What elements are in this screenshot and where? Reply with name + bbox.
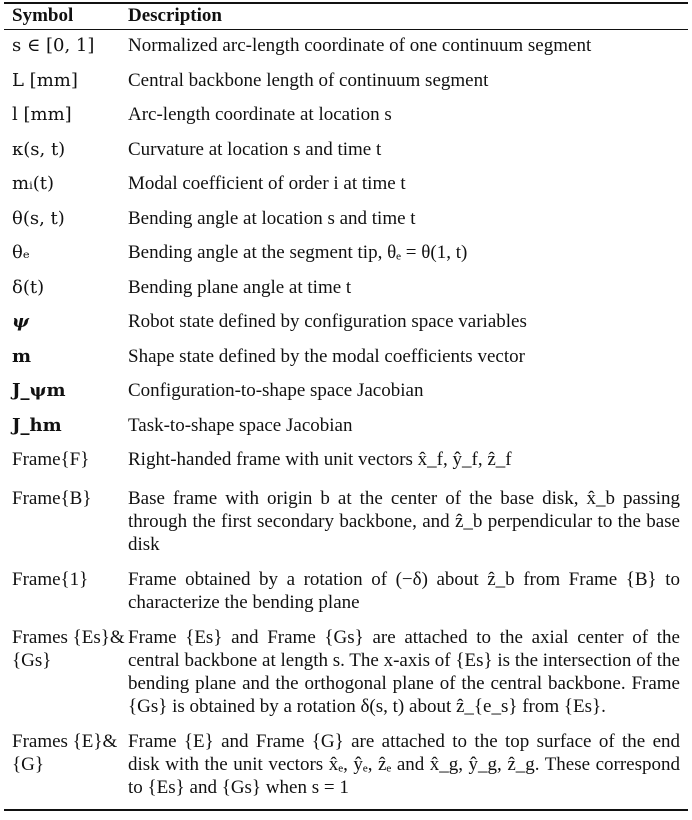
symbol-cell: θₑ <box>12 242 30 263</box>
description-cell: Robot state defined by configuration space variables <box>128 311 527 332</box>
symbol-cell: Frames {Es}& {Gs} <box>12 626 125 671</box>
table-row <box>4 65 688 100</box>
symbol-header: Symbol <box>12 5 74 26</box>
header-row <box>4 4 688 28</box>
description-cell: Frame {Es} and Frame {Gs} are attached to the axial center of the central backbone at length s. The x-axis of {Es} is the intersection of the bending plane and the orthogonal plane of the central backbone. Frame {Gs} is obtained by a rotation δ(s, t) about ẑ_{e_s} from {Es}. <box>128 626 680 717</box>
table-row <box>4 272 688 307</box>
table-row <box>4 237 688 272</box>
table-row <box>4 168 688 203</box>
description-cell: Configuration-to-shape space Jacobian <box>128 380 424 401</box>
description-cell: Frame obtained by a rotation of (−δ) about ẑ_b from Frame {B} to characterize the bending plane <box>128 568 680 613</box>
table-row <box>4 375 688 410</box>
table-row <box>4 306 688 341</box>
table-row <box>4 99 688 134</box>
table-row <box>4 444 688 479</box>
table-row <box>4 560 688 618</box>
symbol-cell: m <box>12 345 32 367</box>
description-cell: Frame {E} and Frame {G} are attached to the top surface of the end disk with the unit vectors x̂ₑ, ŷₑ, ẑₑ and x̂_g, ŷ_g, ẑ_g. These correspond to {Es} and {Gs} when s = 1 <box>128 730 680 798</box>
symbol-cell: θ(s, t) <box>12 207 65 229</box>
symbol-cell: s ∈ [0, 1] <box>12 35 95 56</box>
symbol-cell: l [mm] <box>12 104 72 125</box>
description-cell: Bending angle at the segment tip, θₑ = θ(1, t) <box>128 242 468 263</box>
description-cell: Shape state defined by the modal coefficients vector <box>128 345 525 367</box>
table-row <box>4 30 688 65</box>
symbol-cell: Frame{1} <box>12 568 89 590</box>
description-cell: Normalized arc-length coordinate of one continuum segment <box>128 35 592 56</box>
table-row <box>4 203 688 238</box>
table-row <box>4 618 688 722</box>
description-cell: Task-to-shape space Jacobian <box>128 414 353 436</box>
table-row <box>4 722 688 803</box>
table-row <box>4 134 688 169</box>
symbol-cell: δ(t) <box>12 276 45 298</box>
description-cell: Central backbone length of continuum segment <box>128 69 489 91</box>
symbol-cell: L [mm] <box>12 69 78 91</box>
description-header: Description <box>128 5 222 26</box>
symbol-cell: Frame{B} <box>12 487 92 509</box>
notation-table <box>4 0 688 811</box>
symbol-cell: mᵢ(t) <box>12 173 54 194</box>
bottom-rule <box>4 809 688 811</box>
table-row <box>4 479 688 560</box>
symbol-cell: ψ <box>12 311 29 332</box>
symbol-cell: κ(s, t) <box>12 138 66 160</box>
symbol-cell: Frames {E}& {G} <box>12 730 118 775</box>
description-cell: Bending plane angle at time t <box>128 276 352 298</box>
description-cell: Base frame with origin b at the center of the base disk, x̂_b passing through the first secondary backbone, and ẑ_b perpendicular to the base disk <box>128 487 680 555</box>
symbol-cell: Frame{F} <box>12 449 90 470</box>
table-row <box>4 410 688 445</box>
table-row <box>4 341 688 376</box>
description-cell: Arc-length coordinate at location s <box>128 104 392 125</box>
description-cell: Right-handed frame with unit vectors x̂_f, ŷ_f, ẑ_f <box>128 449 512 470</box>
description-cell: Curvature at location s and time t <box>128 138 382 160</box>
description-cell: Bending angle at location s and time t <box>128 207 416 229</box>
symbol-cell: J_ψm <box>12 380 66 401</box>
description-cell: Modal coefficient of order i at time t <box>128 173 406 194</box>
symbol-cell: J_hm <box>12 414 62 436</box>
